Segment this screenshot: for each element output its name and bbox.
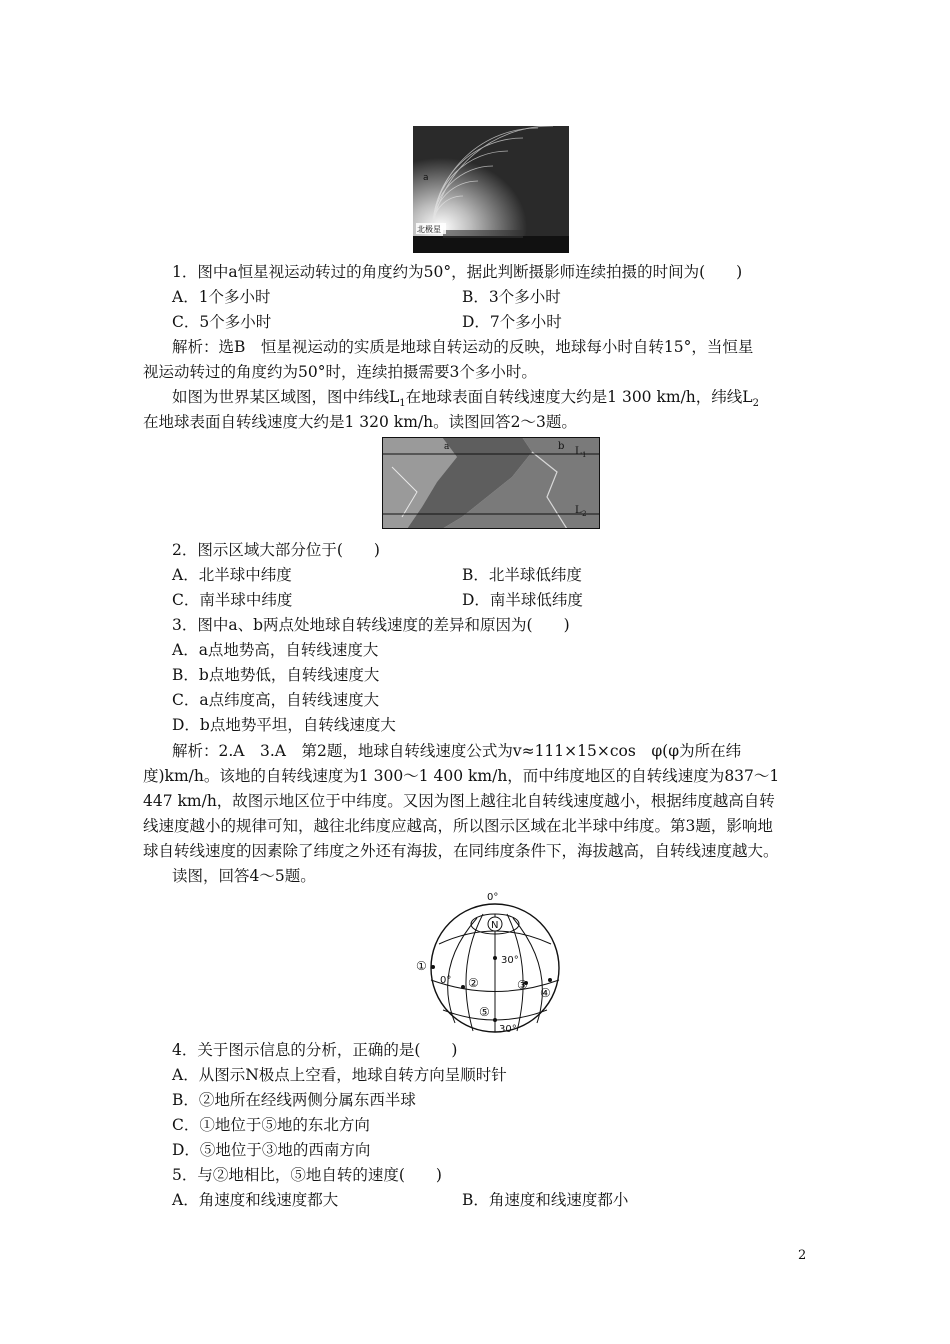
fig2-label-l1: L bbox=[575, 446, 582, 457]
region-satellite-map bbox=[382, 437, 600, 529]
answer1-line1: 解析：选B 恒星视运动的实质是地球自转运动的反映，地球每小时自转15°，当恒星 bbox=[172, 338, 754, 356]
q3-option-a: A．a点地势高，自转线速度大 bbox=[172, 641, 379, 659]
intro-4-5: 读图，回答4～5题。 bbox=[172, 867, 316, 885]
fig3-point-4: ④ bbox=[540, 986, 551, 1000]
q1-option-a: A．1个多小时 bbox=[172, 288, 271, 306]
fig2-label-l1-sub: 1 bbox=[582, 451, 587, 459]
fig3-point-5: ⑤ bbox=[479, 1005, 490, 1019]
fig3-point-1: ① bbox=[416, 959, 427, 973]
q4-option-d: D．⑤地位于③地的西南方向 bbox=[172, 1141, 371, 1159]
intro-2-3-sub1: 1 bbox=[399, 398, 406, 410]
q4-option-c: C．①地位于⑤地的东北方向 bbox=[172, 1116, 370, 1134]
q3-stem: 3．图中a、b两点处地球自转线速度的差异和原因为( ) bbox=[172, 616, 570, 634]
q5-option-b: B．角速度和线速度都小 bbox=[462, 1191, 629, 1209]
intro-2-3-sub2: 2 bbox=[752, 398, 759, 410]
fig3-point-3: ③ bbox=[517, 978, 528, 992]
q1-option-b: B．3个多小时 bbox=[462, 288, 561, 306]
answer23-line3: 447 km/h，故图示地区位于中纬度。又因为图上越往北自转线速度越小，根据纬度越高自转 bbox=[143, 792, 775, 810]
q4-option-a: A．从图示N极点上空看，地球自转方向呈顺时针 bbox=[172, 1066, 507, 1084]
answer23-line1: 解析：2.A 3.A 第2题，地球自转线速度公式为v≈111×15×cos φ(φ为所在纬 bbox=[172, 742, 742, 760]
answer1-line2: 视运动转过的角度约为50°时，连续拍摄需要3个多小时。 bbox=[143, 363, 537, 381]
q3-option-c: C．a点纬度高，自转线速度大 bbox=[172, 691, 380, 709]
fig3-point-2: ② bbox=[468, 976, 479, 990]
fig3-lat30s-label: 30° bbox=[499, 1024, 517, 1035]
q1-option-d: D．7个多小时 bbox=[462, 313, 562, 331]
q3-option-d: D．b点地势平坦，自转线速度大 bbox=[172, 716, 396, 734]
fig2-label-b: b bbox=[558, 441, 565, 452]
fig3-lat30n-label: 30° bbox=[501, 955, 519, 966]
fig3-top-label: 0° bbox=[487, 892, 499, 903]
fig2-label-a: a bbox=[444, 442, 450, 452]
intro-2-3-text-b: 在地球表面自转线速度大约是1 300 km/h，纬线L bbox=[405, 388, 753, 406]
q5-stem: 5．与②地相比，⑤地自转的速度( ) bbox=[172, 1166, 442, 1184]
globe-diagram bbox=[413, 888, 573, 1036]
intro-2-3-text-a: 如图为世界某区域图，图中纬线L bbox=[172, 388, 400, 406]
q2-stem: 2．图示区域大部分位于( ) bbox=[172, 541, 380, 559]
answer23-line2: 度)km/h。该地的自转线速度为1 300～1 400 km/h，而中纬度地区的自转线速度为837～1 bbox=[143, 767, 780, 785]
q3-option-b: B．b点地势低，自转线速度大 bbox=[172, 666, 380, 684]
fig1-label-a: a bbox=[423, 173, 429, 183]
q2-option-d: D．南半球低纬度 bbox=[462, 591, 583, 609]
q2-option-b: B．北半球低纬度 bbox=[462, 566, 582, 584]
q5-option-a: A．角速度和线速度都大 bbox=[172, 1191, 339, 1209]
answer23-line5: 球自转线速度的因素除了纬度之外还有海拔，在同纬度条件下，海拔越高，自转线速度越大。 bbox=[143, 842, 779, 860]
q1-stem: 1．图中a恒星视运动转过的角度约为50°，据此判断摄影师连续拍摄的时间为( ) bbox=[172, 263, 743, 281]
q2-option-c: C．南半球中纬度 bbox=[172, 591, 293, 609]
q4-option-b: B．②地所在经线两侧分属东西半球 bbox=[172, 1091, 416, 1109]
page-number: 2 bbox=[798, 1248, 807, 1263]
intro-2-3-line1 bbox=[172, 387, 759, 414]
intro-2-3-line2: 在地球表面自转线速度大约是1 320 km/h。读图回答2～3题。 bbox=[143, 413, 577, 431]
answer23-line4: 线速度越小的规律可知，越往北纬度应越高，所以图示区域在北半球中纬度。第3题，影响地 bbox=[143, 817, 773, 835]
q2-option-a: A．北半球中纬度 bbox=[172, 566, 292, 584]
star-trail-photo bbox=[413, 126, 569, 253]
fig3-lon0-label: 0° bbox=[440, 975, 452, 986]
q4-stem: 4．关于图示信息的分析，正确的是( ) bbox=[172, 1041, 458, 1059]
fig2-label-l2: L bbox=[575, 505, 582, 516]
q1-option-c: C．5个多小时 bbox=[172, 313, 272, 331]
fig1-label-polaris: 北极星 bbox=[417, 225, 441, 234]
fig2-label-l2-sub: 2 bbox=[582, 510, 587, 518]
fig3-n-label: N bbox=[491, 920, 499, 931]
